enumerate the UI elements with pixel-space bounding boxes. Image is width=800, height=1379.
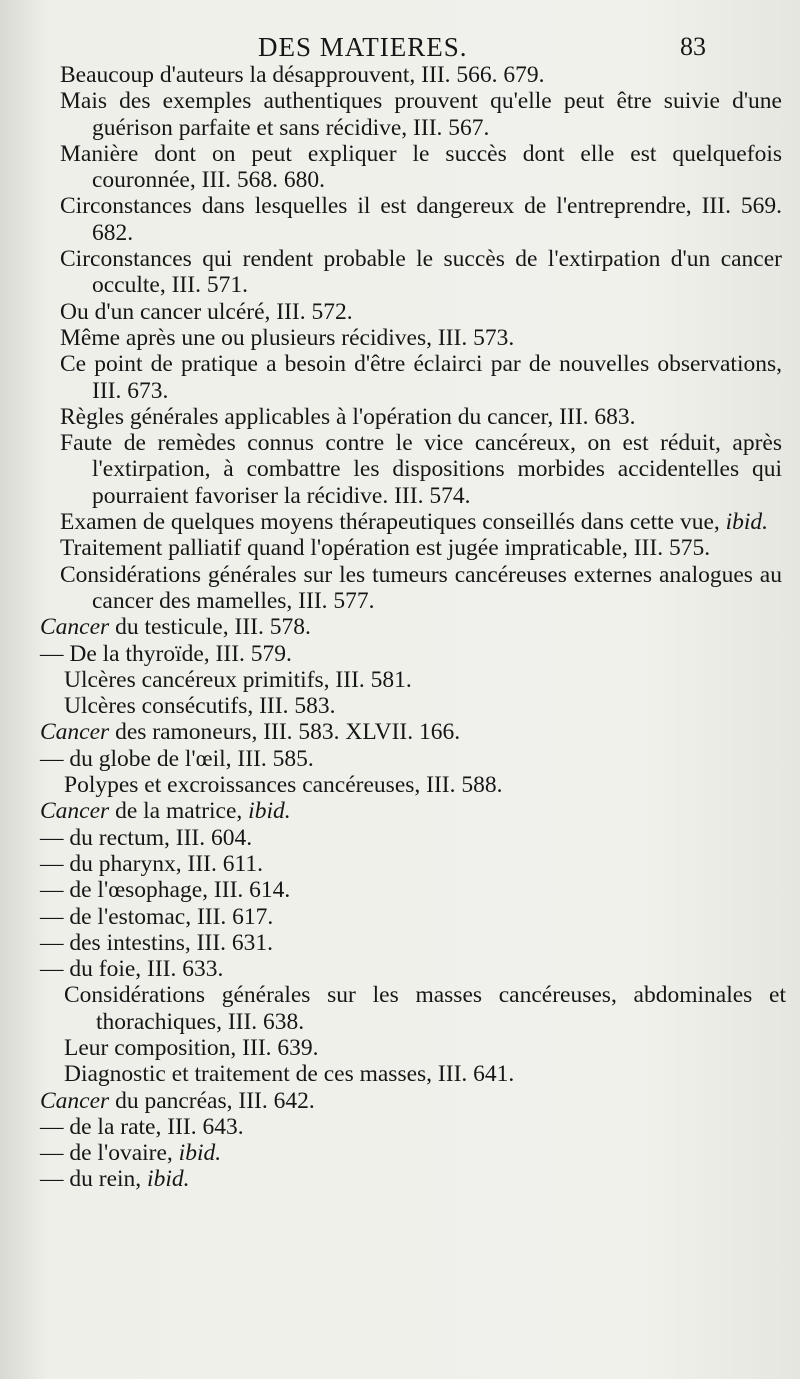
entry-text: Règles générales applicables à l'opération du cancer, III. 683. (60, 403, 636, 430)
entry-text: du pancréas, III. 642. (115, 1087, 315, 1114)
entry-text: — de l'œsophage, III. 614. (40, 877, 291, 904)
page-number: 83 (680, 32, 706, 61)
index-entry (64, 1035, 786, 1061)
entry-ibid: ibid. (248, 798, 291, 825)
index-entry (40, 1166, 780, 1192)
entry-text: — de l'estomac, III. 617. (40, 903, 274, 930)
index-entry (40, 825, 780, 851)
index-entry (64, 982, 786, 1035)
entry-text: Considérations générales sur les masses cancéreuses, abdominales et thorachiques, III. 638. (64, 982, 786, 1035)
index-entry (60, 351, 782, 404)
index-entry (60, 299, 782, 325)
entry-text: — de l'ovaire, (40, 1140, 173, 1167)
entry-text: Même après une ou plusieurs récidives, III. 573. (60, 324, 515, 351)
index-entry (40, 798, 780, 824)
entry-text: Circonstances qui rendent probable le succès de l'extirpation d'un cancer occulte, III. 571. (60, 246, 782, 299)
entry-text: — du globe de l'œil, III. 585. (40, 745, 314, 772)
entry-text: Faute de remèdes connus contre le vice cancéreux, on est réduit, après l'extirpation, à combattre les dispositions morbides accidentelles qui pourraient favoriser la récidive. III. 574. (60, 430, 782, 509)
entry-text: Ulcères consécutifs, III. 583. (64, 693, 336, 720)
entry-text: — du foie, III. 633. (40, 956, 224, 983)
entry-text: Polypes et excroissances cancéreuses, III. 588. (64, 772, 503, 799)
entry-text: Beaucoup d'auteurs la désapprouvent, III. 566. 679. (60, 62, 545, 88)
index-entry (40, 956, 780, 982)
entry-headword: Cancer (40, 614, 110, 641)
running-title: DES MATIERES. (258, 32, 468, 62)
entry-headword: Cancer (40, 798, 110, 825)
index-entry (40, 851, 780, 877)
index-entry (40, 746, 780, 772)
entry-text: — de la rate, III. 643. (40, 1113, 244, 1140)
index-entry (40, 1088, 780, 1114)
index-entries (0, 62, 800, 1193)
entry-text: des ramoneurs, III. 583. XLVII. 166. (115, 719, 461, 746)
entry-text: — des intestins, III. 631. (40, 929, 274, 956)
index-entry (40, 614, 780, 640)
index-entry (64, 693, 786, 719)
index-entry (64, 772, 786, 798)
entry-ibid: ibid. (147, 1166, 190, 1193)
index-entry (60, 509, 782, 535)
entry-text: Ce point de pratique a besoin d'être éclairci par de nouvelles observations, III. 673. (60, 351, 782, 404)
index-entry (60, 246, 782, 299)
entry-text: Leur composition, III. 639. (64, 1034, 319, 1061)
index-entry (64, 667, 786, 693)
index-entry (60, 193, 782, 246)
index-entry (60, 141, 782, 194)
index-entry (40, 1140, 780, 1166)
entry-text: — du pharynx, III. 611. (40, 850, 263, 877)
entry-text: de la matrice, (115, 798, 243, 825)
index-entry (60, 535, 782, 561)
entry-ibid: ibid. (725, 509, 769, 536)
index-entry (40, 877, 780, 903)
entry-text: Considérations générales sur les tumeurs cancéreuses externes analogues au cancer des mamelles, III. 577. (60, 561, 782, 614)
entry-text: Mais des exemples authentiques prouvent qu'elle peut être suivie d'une guérison parfaite et sans récidive, III. 567. (60, 88, 782, 141)
entry-text: Ulcères cancéreux primitifs, III. 581. (64, 666, 412, 693)
entry-text: — du rectum, III. 604. (40, 824, 253, 851)
entry-text: Traitement palliatif quand l'opération est jugée impraticable, III. 575. (60, 535, 711, 562)
entry-headword: Cancer (40, 719, 110, 746)
index-entry (40, 641, 780, 667)
entry-text: du testicule, III. 578. (115, 614, 311, 641)
index-entry (60, 430, 782, 509)
index-entry (40, 1114, 780, 1140)
entry-headword: Cancer (40, 1087, 110, 1114)
entry-text: Examen de quelques moyens thérapeutiques conseillés dans cette vue, (60, 509, 720, 536)
entry-text: — De la thyroïde, III. 579. (40, 640, 292, 667)
entry-ibid: ibid. (178, 1140, 222, 1167)
index-entry (40, 904, 780, 930)
entry-text: Manière dont on peut expliquer le succès dont elle est quelquefois couronnée, III. 568. 680. (60, 140, 782, 194)
index-entry (60, 562, 782, 615)
index-entry (60, 88, 782, 141)
index-entry (64, 1061, 786, 1087)
entry-text: Diagnostic et traitement de ces masses, III. 641. (64, 1061, 515, 1088)
entry-text: Ou d'un cancer ulcéré, III. 572. (60, 298, 353, 325)
entry-text: Circonstances dans lesquelles il est dangereux de l'entreprendre, III. 569. 682. (60, 193, 782, 246)
entry-text: — du rein, (40, 1166, 142, 1193)
index-entry (60, 404, 782, 430)
index-entry (60, 62, 782, 88)
index-entry (40, 719, 780, 745)
index-entry (40, 930, 780, 956)
index-entry (60, 325, 782, 351)
